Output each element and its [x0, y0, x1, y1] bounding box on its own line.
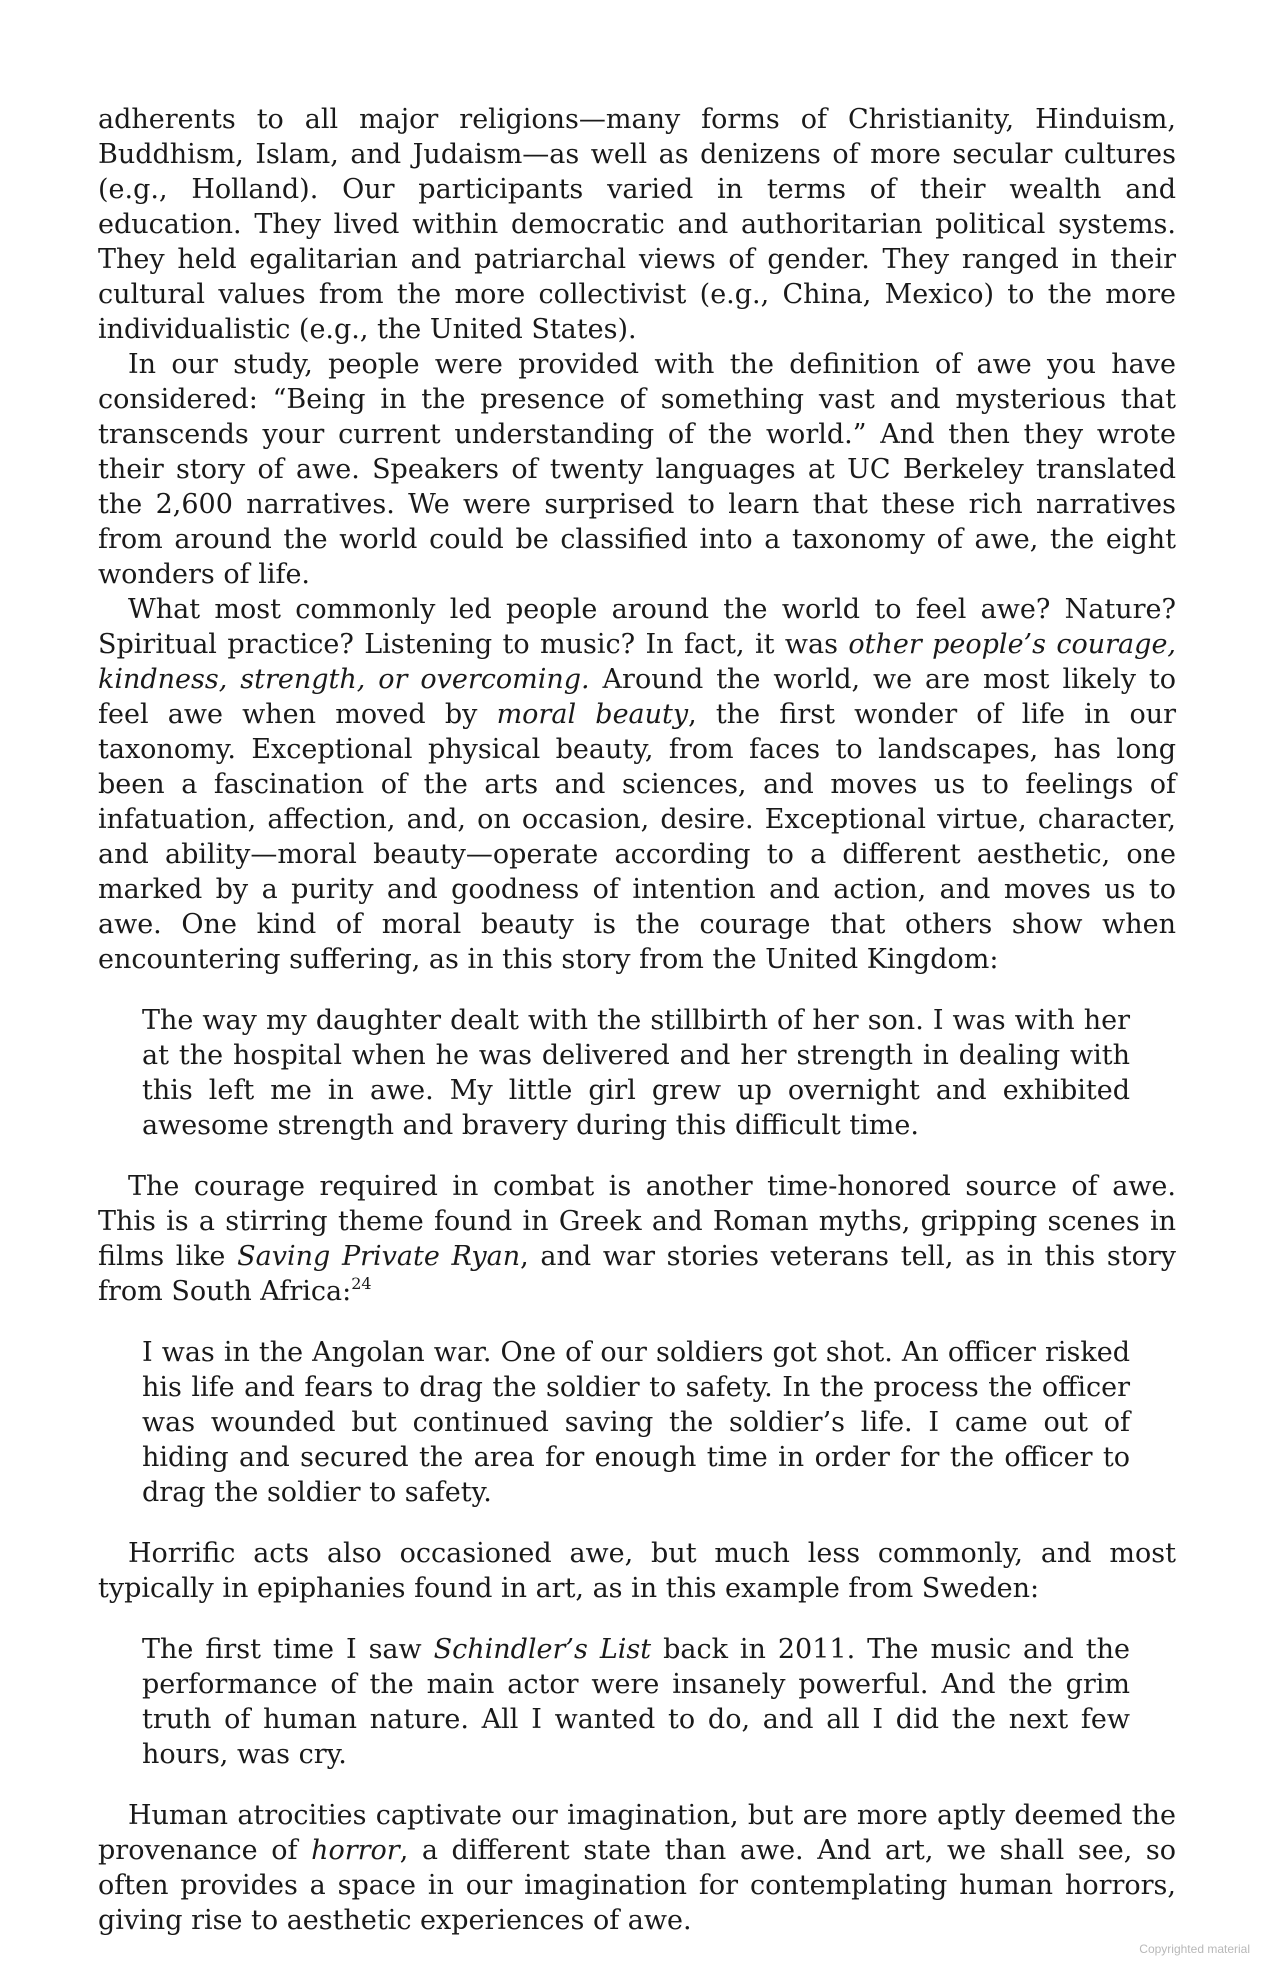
paragraph-study-definition: In our study, people were provided with the definition of awe you have considered: “Being in the presence of something vast and mysterious that transcends your current understanding of the world.” And then they wrote their story of awe. Speakers of twenty languages at UC Berkeley translated the 2,600 narratives. We were surprised to learn that these rich narratives from around the world could be classified into a taxonomy of awe, the eight wonders of life. [98, 349, 1176, 590]
quote-sweden [142, 1632, 1130, 1772]
paragraph-combat-courage [98, 1169, 1176, 1309]
paragraph-combat-text-a: The courage required in combat is another time-honored source of awe. This is a stirring theme found in Greek and Roman myths, gripping scenes in films like [98, 1171, 1176, 1272]
quote-sweden-text-a: The first time I saw [142, 1634, 434, 1665]
paragraph-horrific-acts: Horrific acts also occasioned awe, but much less commonly, and most typically in epiphanies found in art, as in this example from Sweden: [98, 1538, 1176, 1604]
quote-south-africa: I was in the Angolan war. One of our soldiers got shot. An officer risked his life and fears to drag the soldier to safety. In the process the officer was wounded but continued saving the soldier’s life. I came out of hiding and secured the area for enough time in order for the officer to drag the soldier to safety. [142, 1337, 1130, 1508]
paragraph-moral-beauty-text-b: Around the world, we are most likely to feel awe when moved by [98, 664, 1176, 730]
paragraph-combat-text-b: , and war stories veterans tell, as in this story from South Africa: [98, 1241, 1176, 1307]
emphasis-moral-beauty: moral beauty [496, 699, 689, 730]
page-body [98, 102, 1176, 1938]
emphasis-others-courage: other people’s courage, kindness, strength, or overcoming. [98, 629, 1177, 695]
paragraph-atrocities-text-b: , a different state than awe. And art, we shall see, so often provides a space in our imagination for contemplating human horrors, giving rise to aesthetic experiences of awe. [98, 1835, 1176, 1936]
paragraph-moral-beauty [98, 592, 1176, 977]
quote-united-kingdom: The way my daughter dealt with the stillbirth of her son. I was with her at the hospital when he was delivered and her strength in dealing with this left me in awe. My little girl grew up overnight and exhibited awesome strength and bravery during this difficult time. [142, 1005, 1130, 1141]
paragraph-cultures: adherents to all major religions—many forms of Christianity, Hinduism, Buddhism, Islam, and Judaism—as well as denizens of more secular cultures (e.g., Holland). Our participants varied in terms of their wealth and education. They lived within democratic and authoritarian political systems. They held egalitarian and patriarchal views of gender. They ranged in their cultural values from the more collectivist (e.g., China, Mexico) to the more individualistic (e.g., the United States). [98, 104, 1176, 345]
footnote-marker: 24 [351, 1274, 372, 1293]
paragraph-atrocities-text-a: Human atrocities captivate our imagination, but are more aptly deemed the provenance of [98, 1800, 1176, 1866]
film-title-saving-private-ryan: Saving Private Ryan [237, 1241, 521, 1272]
quote-sweden-text-b: back in 2011. The music and the performance of the main actor were insanely powerful. And the grim truth of human nature. All I wanted to do, and all I did the next few hours, was cry. [142, 1634, 1130, 1770]
emphasis-horror: horror [311, 1835, 400, 1866]
film-title-schindlers-list: Schindler’s List [433, 1634, 652, 1665]
copyright-watermark: Copyrighted material [1139, 1942, 1250, 1956]
paragraph-human-atrocities [98, 1798, 1176, 1938]
paragraph-moral-beauty-text-c: , the first wonder of life in our taxonomy. Exceptional physical beauty, from faces to landscapes, has long been a fascination of the arts and sciences, and moves us to feelings of infatuation, affection, and, on occasion, desire. Exceptional virtue, character, and ability—moral beauty—operate according to a different aesthetic, one marked by a purity and goodness of intention and action, and moves us to awe. One kind of moral beauty is the courage that others show when encountering suffering, as in this story from the United Kingdom: [98, 699, 1176, 975]
paragraph-moral-beauty-text-a: What most commonly led people around the world to feel awe? Nature? Spiritual practice? Listening to music? In fact, it was [98, 594, 1176, 660]
